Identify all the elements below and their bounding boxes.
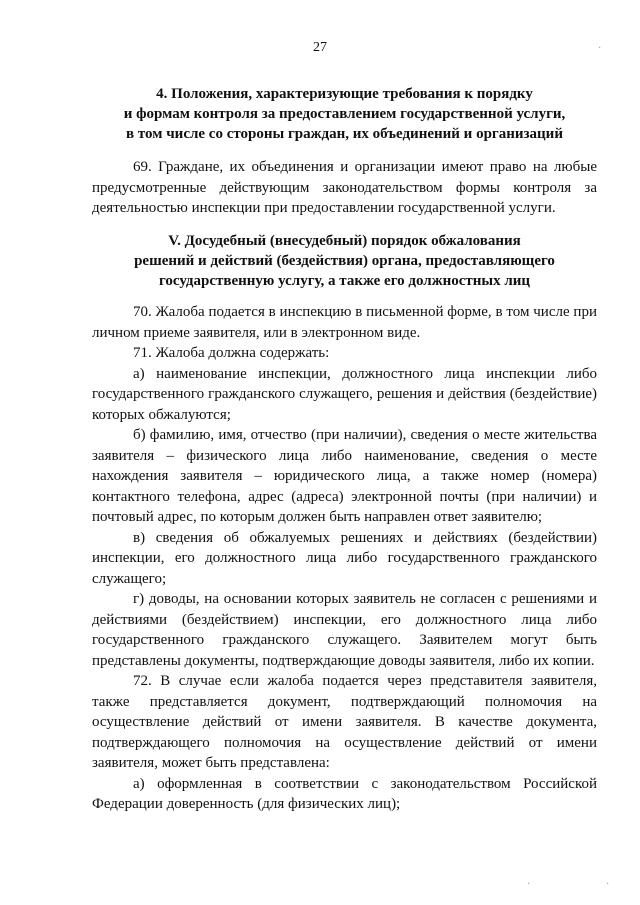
- paragraph-72-a: а) оформленная в соответствии с законодательством Российской Федерации доверенность (для физических лиц);: [92, 775, 597, 812]
- heading-line: государственную услугу, а также его должностных лиц: [158, 273, 531, 289]
- paragraph-71-b: б) фамилию, имя, отчество (при наличии), сведения о месте жительства заявителя – физического лица либо наименование, сведения о месте нахождения заявителя – юридического лица, а также номер (номера) контактного телефона, адрес (адреса) электронной почты (при наличии) и почтовый адрес, по которым должен быть направлен ответ заявителю;: [92, 427, 597, 525]
- paragraph-72: 72. В случае если жалоба подается через представителя заявителя, также представляется документ, подтверждающий полномочия на осуществление действий от имени заявителя. В качестве документа, подтверждающего полномочия на осуществление действий от имени заявителя, может быть представлена:: [92, 673, 597, 771]
- paragraph-71-g: г) доводы, на основании которых заявитель не согласен с решениями и действиями (бездействием) инспекции, его должностного лица либо государственного гражданского служащего. Заявителем могут быть представлены документы, подтверждающие доводы заявителя, либо их копии.: [92, 591, 597, 669]
- paragraph-71-v: в) сведения об обжалуемых решениях и действиях (бездействии) инспекции, его должностного лица либо государственного гражданского служащего;: [92, 529, 597, 587]
- paragraph-69: 69. Граждане, их объединения и организации имеют право на любые предусмотренные действующим законодательством формы контроля за деятельностью инспекции при предоставлении государственной услуги.: [92, 159, 597, 216]
- section-4-body: [92, 157, 597, 219]
- scan-speck: ·: [606, 879, 610, 890]
- heading-line: и формам контроля за предоставлением государственной услуги,: [123, 106, 566, 122]
- section-5-body: [92, 302, 597, 815]
- heading-line: V. Досудебный (внесудебный) порядок обжалования: [168, 233, 521, 249]
- scan-speck: ·: [527, 879, 531, 890]
- heading-line: в том числе со стороны граждан, их объединений и организаций: [126, 126, 563, 142]
- heading-line: решений и действий (бездействия) органа, предоставляющего: [134, 253, 555, 269]
- heading-line: 4. Положения, характеризующие требования к порядку: [156, 86, 533, 102]
- section-5-heading: [92, 231, 597, 291]
- page-number: 27: [313, 40, 327, 55]
- section-4-heading: [92, 84, 597, 144]
- paragraph-71-a: а) наименование инспекции, должностного лица инспекции либо государственного гражданского служащего, решения и действия (бездействие) которых обжалуются;: [92, 365, 597, 423]
- paragraph-71: 71. Жалоба должна содержать:: [133, 345, 330, 361]
- scan-speck: ·: [598, 43, 602, 54]
- paragraph-70: 70. Жалоба подается в инспекцию в письменной форме, в том числе при личном приеме заявителя, или в электронном виде.: [92, 304, 597, 341]
